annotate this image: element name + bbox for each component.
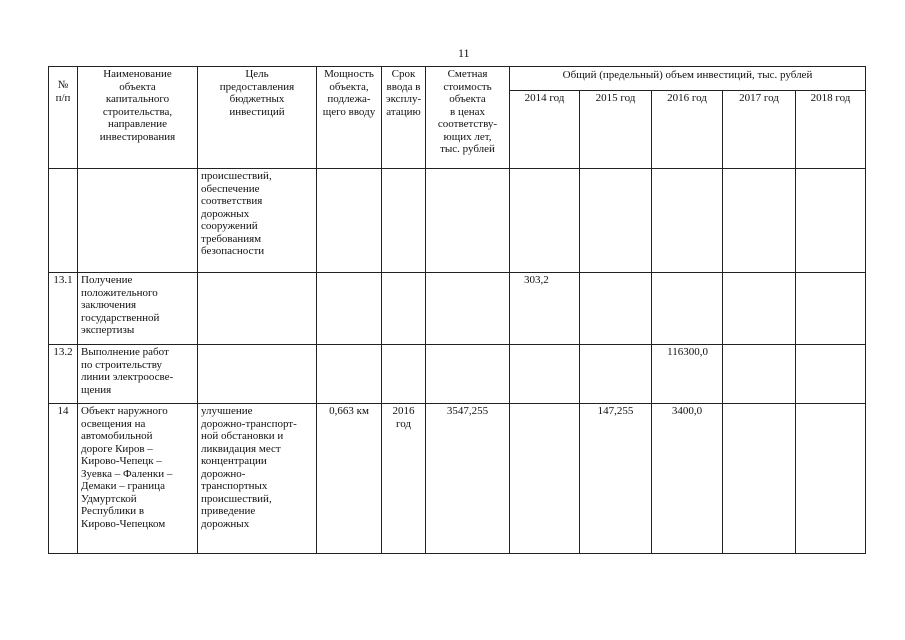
header-cost: Сметная стоимость объекта в ценах соответству- ющих лет, тыс. рублей <box>426 67 510 169</box>
row-2017 <box>723 345 796 404</box>
header-capacity: Мощность объекта, подлежа- щего вводу <box>317 67 382 169</box>
row-2015 <box>580 169 652 273</box>
row-capacity <box>317 169 382 273</box>
header-num: № п/п <box>49 67 78 169</box>
row-2018 <box>796 273 866 345</box>
header-year-2018: 2018 год <box>796 91 866 169</box>
table-row <box>49 169 866 273</box>
row-2014 <box>510 345 580 404</box>
row-num <box>49 169 78 273</box>
row-2015 <box>580 273 652 345</box>
row-name: Выполнение работ по строительству линии электроосве- щения <box>78 345 198 404</box>
row-goal: происшествий, обеспечение соответствия дорожных сооружений требованиям безопасности <box>198 169 317 273</box>
investment-table <box>48 66 866 554</box>
row-term <box>382 169 426 273</box>
row-2014 <box>510 169 580 273</box>
row-cost <box>426 273 510 345</box>
row-2015: 147,255 <box>580 404 652 554</box>
row-2016 <box>652 273 723 345</box>
row-cost <box>426 345 510 404</box>
row-num: 13.2 <box>49 345 78 404</box>
row-goal <box>198 273 317 345</box>
table-row <box>49 345 866 404</box>
row-name: Получение положительного заключения государственной экспертизы <box>78 273 198 345</box>
row-2016 <box>652 169 723 273</box>
row-num: 13.1 <box>49 273 78 345</box>
row-capacity: 0,663 км <box>317 404 382 554</box>
header-row-top <box>49 67 866 91</box>
header-year-2016: 2016 год <box>652 91 723 169</box>
row-2014 <box>510 404 580 554</box>
row-capacity <box>317 273 382 345</box>
header-term: Срок ввода в эксплу- атацию <box>382 67 426 169</box>
row-name: Объект наружного освещения на автомобильной дороге Киров – Кирово-Чепецк – Зуевка – Фаленки – Демаки – граница Удмуртской Республики в Кирово-Чепецком <box>78 404 198 554</box>
header-year-2017: 2017 год <box>723 91 796 169</box>
page-number: 11 <box>458 46 470 60</box>
row-2015 <box>580 345 652 404</box>
row-2017 <box>723 273 796 345</box>
row-2016: 116300,0 <box>652 345 723 404</box>
row-term: 2016 год <box>382 404 426 554</box>
row-2018 <box>796 345 866 404</box>
row-2017 <box>723 169 796 273</box>
table-row <box>49 404 866 554</box>
row-cost: 3547,255 <box>426 404 510 554</box>
row-2018 <box>796 169 866 273</box>
row-2016: 3400,0 <box>652 404 723 554</box>
row-goal: улучшение дорожно-транспорт- ной обстановки и ликвидация мест концентрации дорожно- транспортных происшествий, приведение дорожных <box>198 404 317 554</box>
header-goal: Цель предоставления бюджетных инвестиций <box>198 67 317 169</box>
row-num: 14 <box>49 404 78 554</box>
row-term <box>382 345 426 404</box>
header-year-2015: 2015 год <box>580 91 652 169</box>
header-year-2014: 2014 год <box>510 91 580 169</box>
row-capacity <box>317 345 382 404</box>
header-total-investment: Общий (предельный) объем инвестиций, тыс. рублей <box>510 67 866 91</box>
table-row <box>49 273 866 345</box>
row-term <box>382 273 426 345</box>
row-goal <box>198 345 317 404</box>
row-cost <box>426 169 510 273</box>
row-name <box>78 169 198 273</box>
row-2017 <box>723 404 796 554</box>
header-name: Наименование объекта капитального строительства, направление инвестирования <box>78 67 198 169</box>
row-2018 <box>796 404 866 554</box>
row-2014: 303,2 <box>510 273 580 345</box>
